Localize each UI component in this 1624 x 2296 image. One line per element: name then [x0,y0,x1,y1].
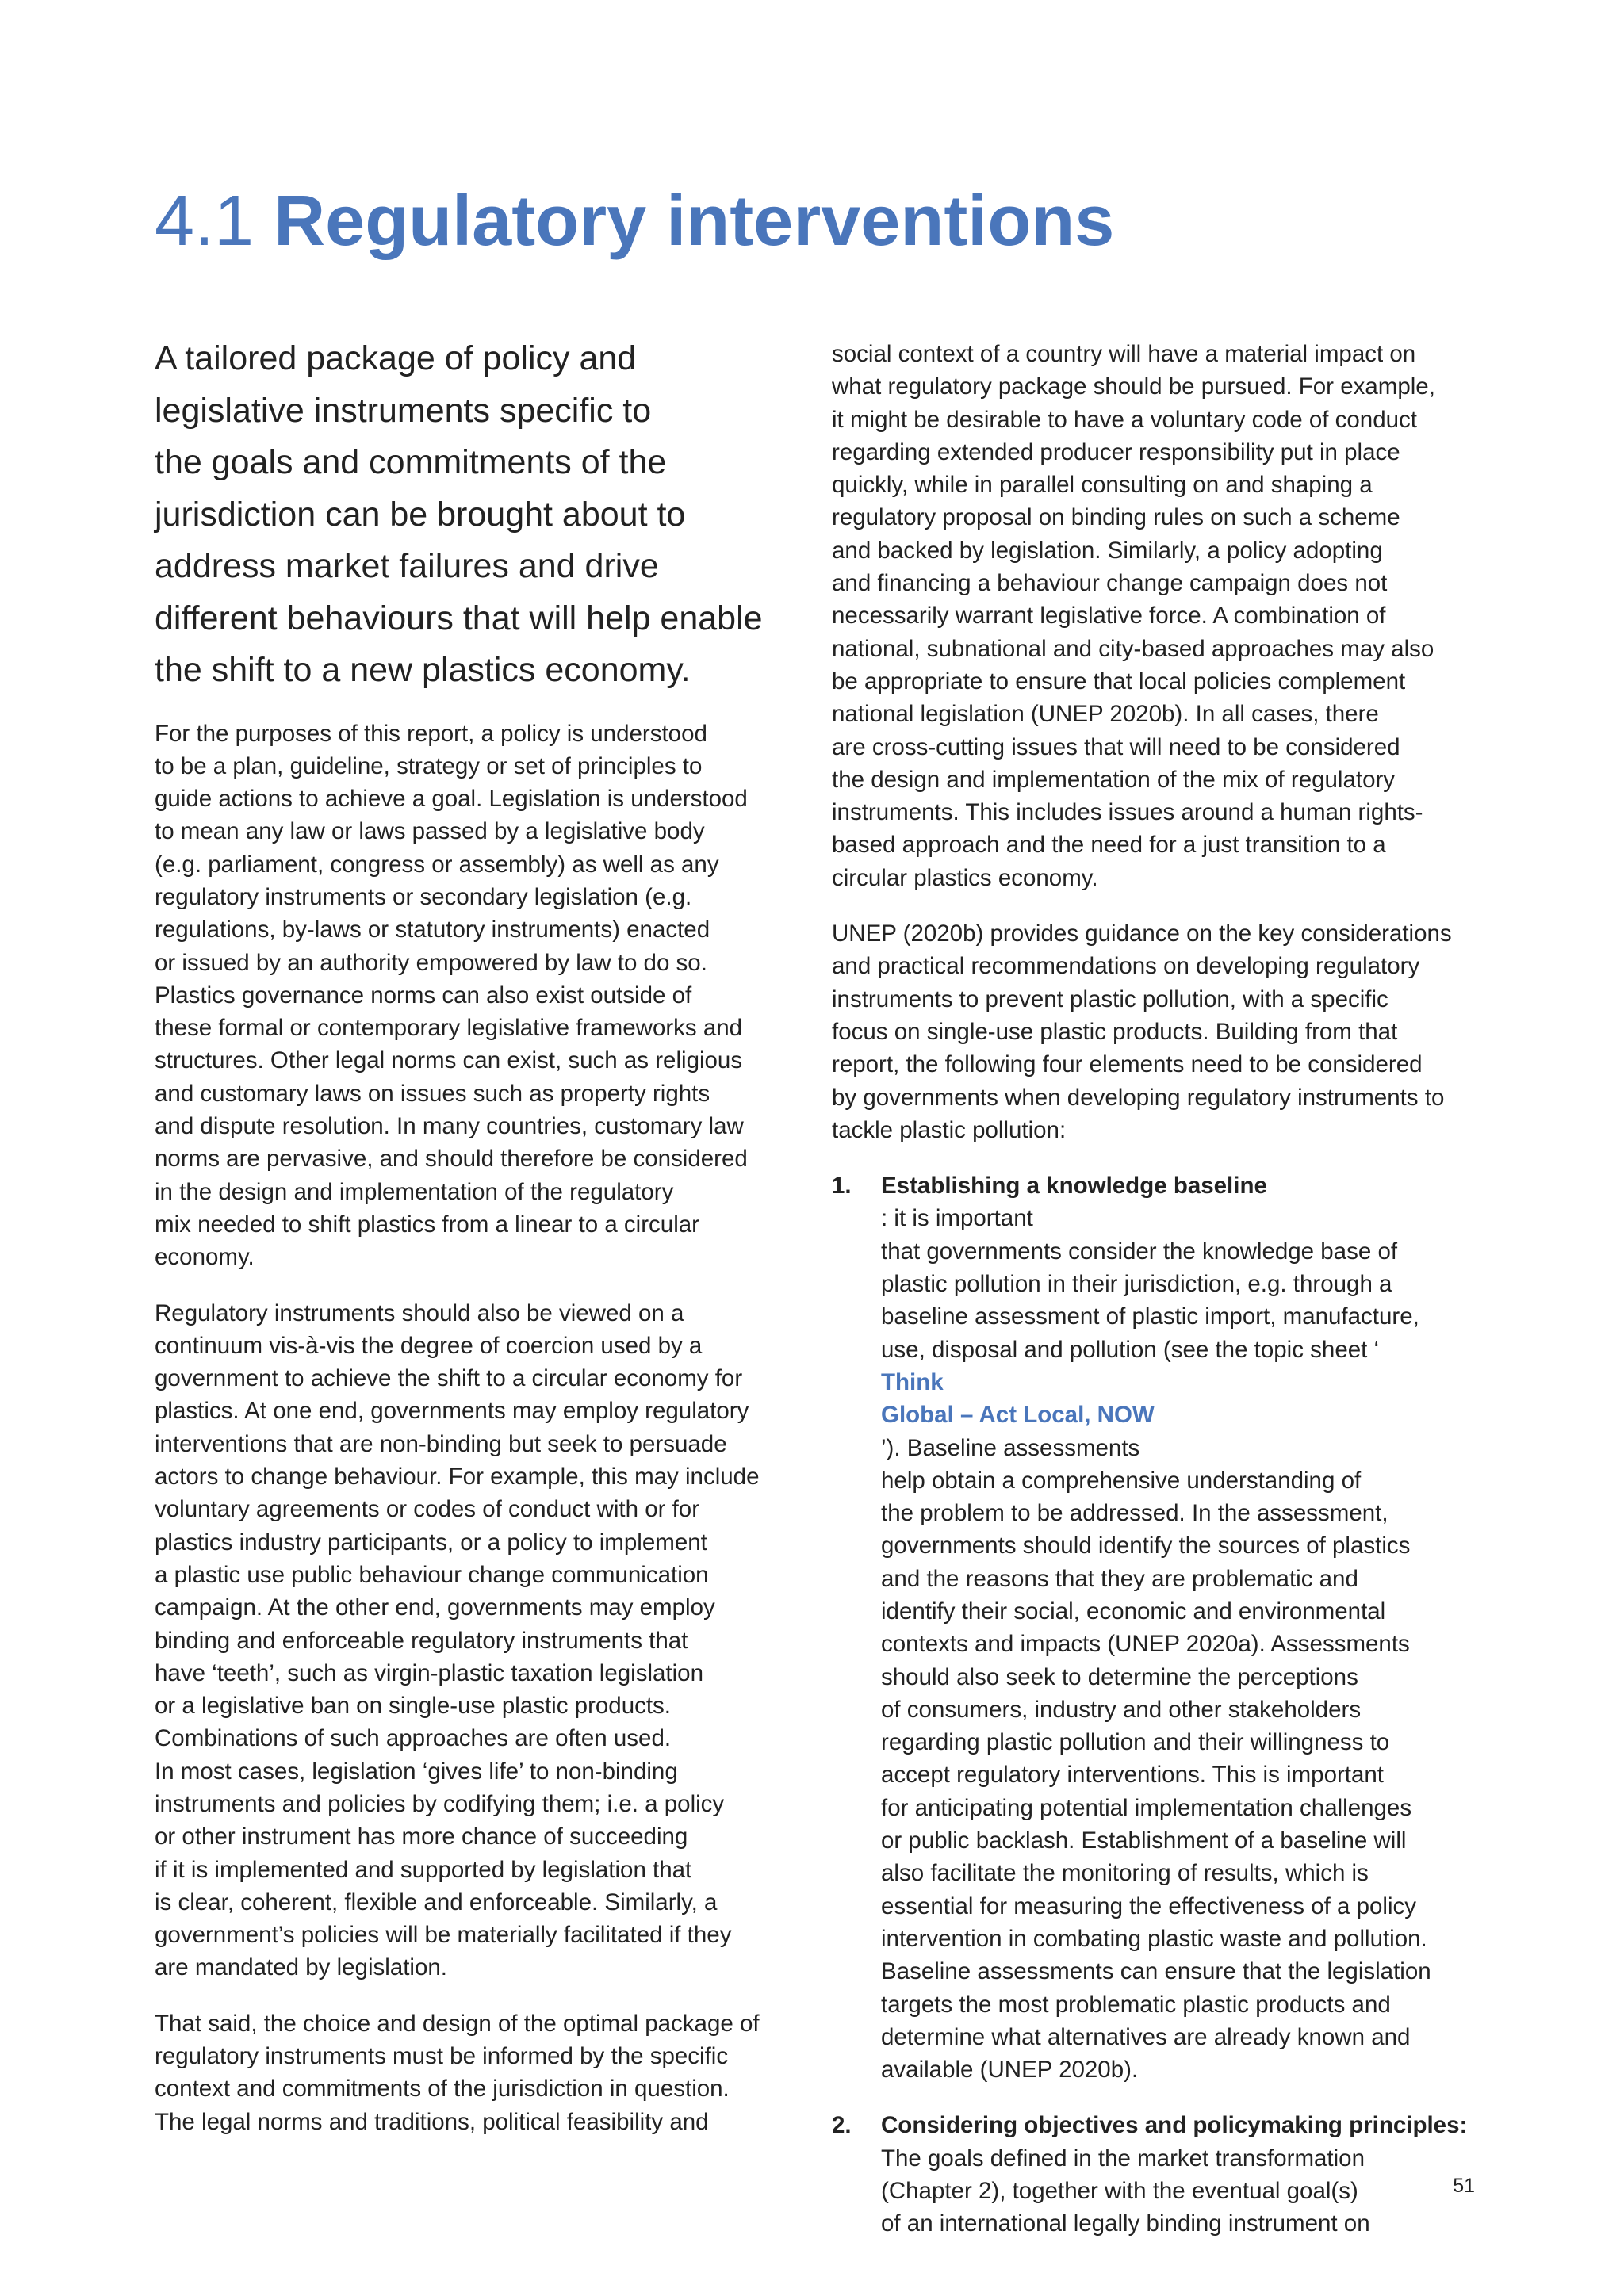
lede-line: the goals and commitments of the [155,443,667,481]
text-line: In most cases, legislation ‘gives life’ to non-binding [155,1758,678,1785]
lede-line: A tailored package of policy and [155,339,637,377]
text-line: essential for measuring the effectiveness of a policy [881,1892,1417,1919]
list-item [832,2109,1474,2240]
text-line: regarding extended producer responsibility put in place [832,438,1400,465]
text-line: of consumers, industry and other stakeholders [881,1696,1362,1723]
text-line: governments should identify the sources of plastics [881,1533,1411,1559]
text-line: government to achieve the shift to a circular economy for [155,1365,743,1392]
body-paragraph-unep-guidance [832,917,1474,1146]
text-line: the design and implementation of the mix of regulatory [832,766,1396,793]
text-line: For the purposes of this report, a policy is understood [155,720,707,747]
text-line: identify their social, economic and environmental [881,1598,1386,1624]
text-line: also facilitate the monitoring of results, which is [881,1860,1369,1887]
text-line: be appropriate to ensure that local policies complement [832,668,1406,695]
text-line: it might be desirable to have a voluntary code of conduct [832,406,1417,433]
text-line: That said, the choice and design of the optimal package of [155,2010,760,2037]
lede-paragraph [155,333,801,697]
text-line: UNEP (2020b) provides guidance on the key considerations [832,920,1452,947]
text-line: to mean any law or laws passed by a legislative body [155,818,705,845]
text-line: campaign. At the other end, governments may employ [155,1594,715,1621]
topic-sheet-link[interactable]: Global – Act Local, NOW [881,1402,1155,1429]
text-line: of an international legally binding instrument on [881,2210,1370,2237]
text-line: a plastic use public behaviour change communication [155,1561,709,1588]
text-line: national, subnational and city-based approaches may also [832,635,1434,662]
text-line: regulatory instruments must be informed by the specific [155,2043,729,2070]
text-line: actors to change behaviour. For example, this may include [155,1464,760,1490]
text-line: continuum vis-à-vis the degree of coercion used by a [155,1332,703,1359]
text-line: regulations, by-laws or statutory instruments) enacted [155,916,710,943]
text-line: should also seek to determine the perceptions [881,1663,1358,1690]
text-line: by governments when developing regulatory instruments to [832,1084,1445,1111]
text-line: determine what alternatives are already known and [881,2023,1411,2050]
text-line: voluntary agreements or codes of conduct with or for [155,1496,700,1523]
list-item-title: Considering objectives and policymaking principles: [881,2112,1468,2139]
body-paragraph-context [155,2007,801,2138]
text-line: binding and enforceable regulatory instruments that [155,1627,688,1654]
text-line: or other instrument has more chance of succeeding [155,1823,688,1850]
text-line: Plastics governance norms can also exist outside of [155,982,692,1008]
text-fragment: use, disposal and pollution (see the topic sheet ‘ [881,1336,1380,1363]
text-line: and backed by legislation. Similarly, a policy adopting [832,537,1383,564]
text-line: are cross-cutting issues that will need to be considered [832,733,1400,760]
text-line: help obtain a comprehensive understanding of [881,1467,1362,1494]
text-line: (e.g. parliament, congress or assembly) as well as any [155,851,719,878]
text-line: in the design and implementation of the regulatory [155,1178,674,1205]
text-line: intervention in combating plastic waste and pollution. [881,1925,1427,1952]
text-line: The goals defined in the market transformation [881,2145,1365,2172]
list-item [832,1169,1474,2086]
text-line: social context of a country will have a material impact on [832,341,1416,367]
body-paragraph-social-context [832,338,1474,894]
text-line: based approach and the need for a just transition to a [832,832,1386,859]
text-line: for anticipating potential implementation challenges [881,1794,1412,1821]
left-column [155,333,801,2161]
body-paragraph-definitions [155,718,801,1274]
text-line: have ‘teeth’, such as virgin-plastic taxation legislation [155,1659,703,1686]
text-line: and practical recommendations on developing regulatory [832,953,1420,980]
lede-line: jurisdiction can be brought about to [155,495,686,534]
text-line: regulatory instruments or secondary legislation (e.g. [155,883,692,910]
text-line: guide actions to achieve a goal. Legislation is understood [155,786,748,813]
text-line: Regulatory instruments should also be viewed on a [155,1299,684,1326]
text-line: regulatory proposal on binding rules on such a scheme [832,504,1400,531]
text-line: is clear, coherent, flexible and enforceable. Similarly, a [155,1888,718,1915]
page-number: 51 [1453,2175,1475,2197]
text-line: or public backlash. Establishment of a baseline will [881,1827,1407,1854]
text-line: instruments to prevent plastic pollution, with a specific [832,985,1388,1012]
topic-sheet-link[interactable]: Think [881,1368,944,1395]
text-line: plastic pollution in their jurisdiction, e.g. through a [881,1271,1392,1298]
text-line: baseline assessment of plastic import, manufacture, [881,1303,1419,1330]
text-line: and customary laws on issues such as property rights [155,1080,710,1107]
text-line: report, the following four elements need to be considered [832,1051,1423,1078]
text-line: the problem to be addressed. In the assessment, [881,1500,1388,1527]
text-line: accept regulatory interventions. This is important [881,1762,1385,1789]
lede-line: different behaviours that will help enable [155,599,763,637]
text-line: mix needed to shift plastics from a linear to a circular [155,1211,699,1238]
text-line: The legal norms and traditions, political feasibility and [155,2108,709,2135]
text-line: these formal or contemporary legislative frameworks and [155,1015,743,1042]
right-column [832,338,1474,2263]
text-fragment: : it is important [881,1205,1033,1232]
text-line: to be a plan, guideline, strategy or set of principles to [155,752,703,779]
text-line: and dispute resolution. In many countries, customary law [155,1113,744,1140]
text-line: that governments consider the knowledge base of [881,1238,1398,1265]
text-line: circular plastics economy. [832,864,1098,891]
text-line: and the reasons that they are problematic and [881,1565,1358,1592]
text-line: quickly, while in parallel consulting on and shaping a [832,472,1373,499]
text-line: or issued by an authority empowered by law to do so. [155,949,707,976]
text-line: norms are pervasive, and should therefore be considered [155,1146,748,1173]
lede-line: the shift to a new plastics economy. [155,651,691,689]
text-line: regarding plastic pollution and their willingness to [881,1729,1390,1756]
text-line: structures. Other legal norms can exist, such as religious [155,1047,743,1074]
text-line: Baseline assessments can ensure that the legislation [881,1958,1431,1985]
lede-line: address market failures and drive [155,547,659,585]
text-line: if it is implemented and supported by legislation that [155,1856,692,1883]
text-line: government’s policies will be materially facilitated if they [155,1922,732,1949]
list-item-number: 1. [832,1173,852,1200]
text-line: context and commitments of the jurisdiction in question. [155,2076,730,2103]
text-line: interventions that are non-binding but seek to persuade [155,1430,727,1457]
list-item-title: Establishing a knowledge baseline [881,1173,1267,1200]
text-line: available (UNEP 2020b). [881,2057,1139,2084]
text-line: plastics. At one end, governments may employ regulatory [155,1398,749,1425]
list-item-number: 2. [832,2112,852,2139]
text-line: what regulatory package should be pursued. For example, [832,373,1435,400]
text-line: targets the most problematic plastic products and [881,1991,1391,2018]
page-title [155,178,1114,265]
text-line: economy. [155,1244,255,1271]
text-line: and financing a behaviour change campaign does not [832,570,1388,597]
text-line: are mandated by legislation. [155,1954,447,1981]
text-line: Combinations of such approaches are often used. [155,1725,672,1752]
text-line: (Chapter 2), together with the eventual goal(s) [881,2178,1358,2205]
text-line: tackle plastic pollution: [832,1116,1067,1143]
text-line: or a legislative ban on single-use plastic products. [155,1693,672,1720]
section-number: 4.1 [155,182,255,261]
text-line: instruments and policies by codifying them; i.e. a policy [155,1791,725,1817]
text-line: necessarily warrant legislative force. A combination of [832,603,1386,629]
section-title: Regulatory interventions [274,182,1115,261]
text-line: focus on single-use plastic products. Building from that [832,1018,1398,1045]
text-line: instruments. This includes issues around a human rights- [832,799,1423,826]
text-fragment: ’). Baseline assessments [881,1434,1140,1461]
body-paragraph-continuum [155,1297,801,1984]
text-line: national legislation (UNEP 2020b). In all cases, there [832,701,1379,728]
lede-line: legislative instruments specific to [155,391,652,430]
text-line: plastics industry participants, or a policy to implement [155,1529,707,1556]
elements-list [832,1169,1474,2241]
text-line: contexts and impacts (UNEP 2020a). Assessments [881,1631,1410,1658]
